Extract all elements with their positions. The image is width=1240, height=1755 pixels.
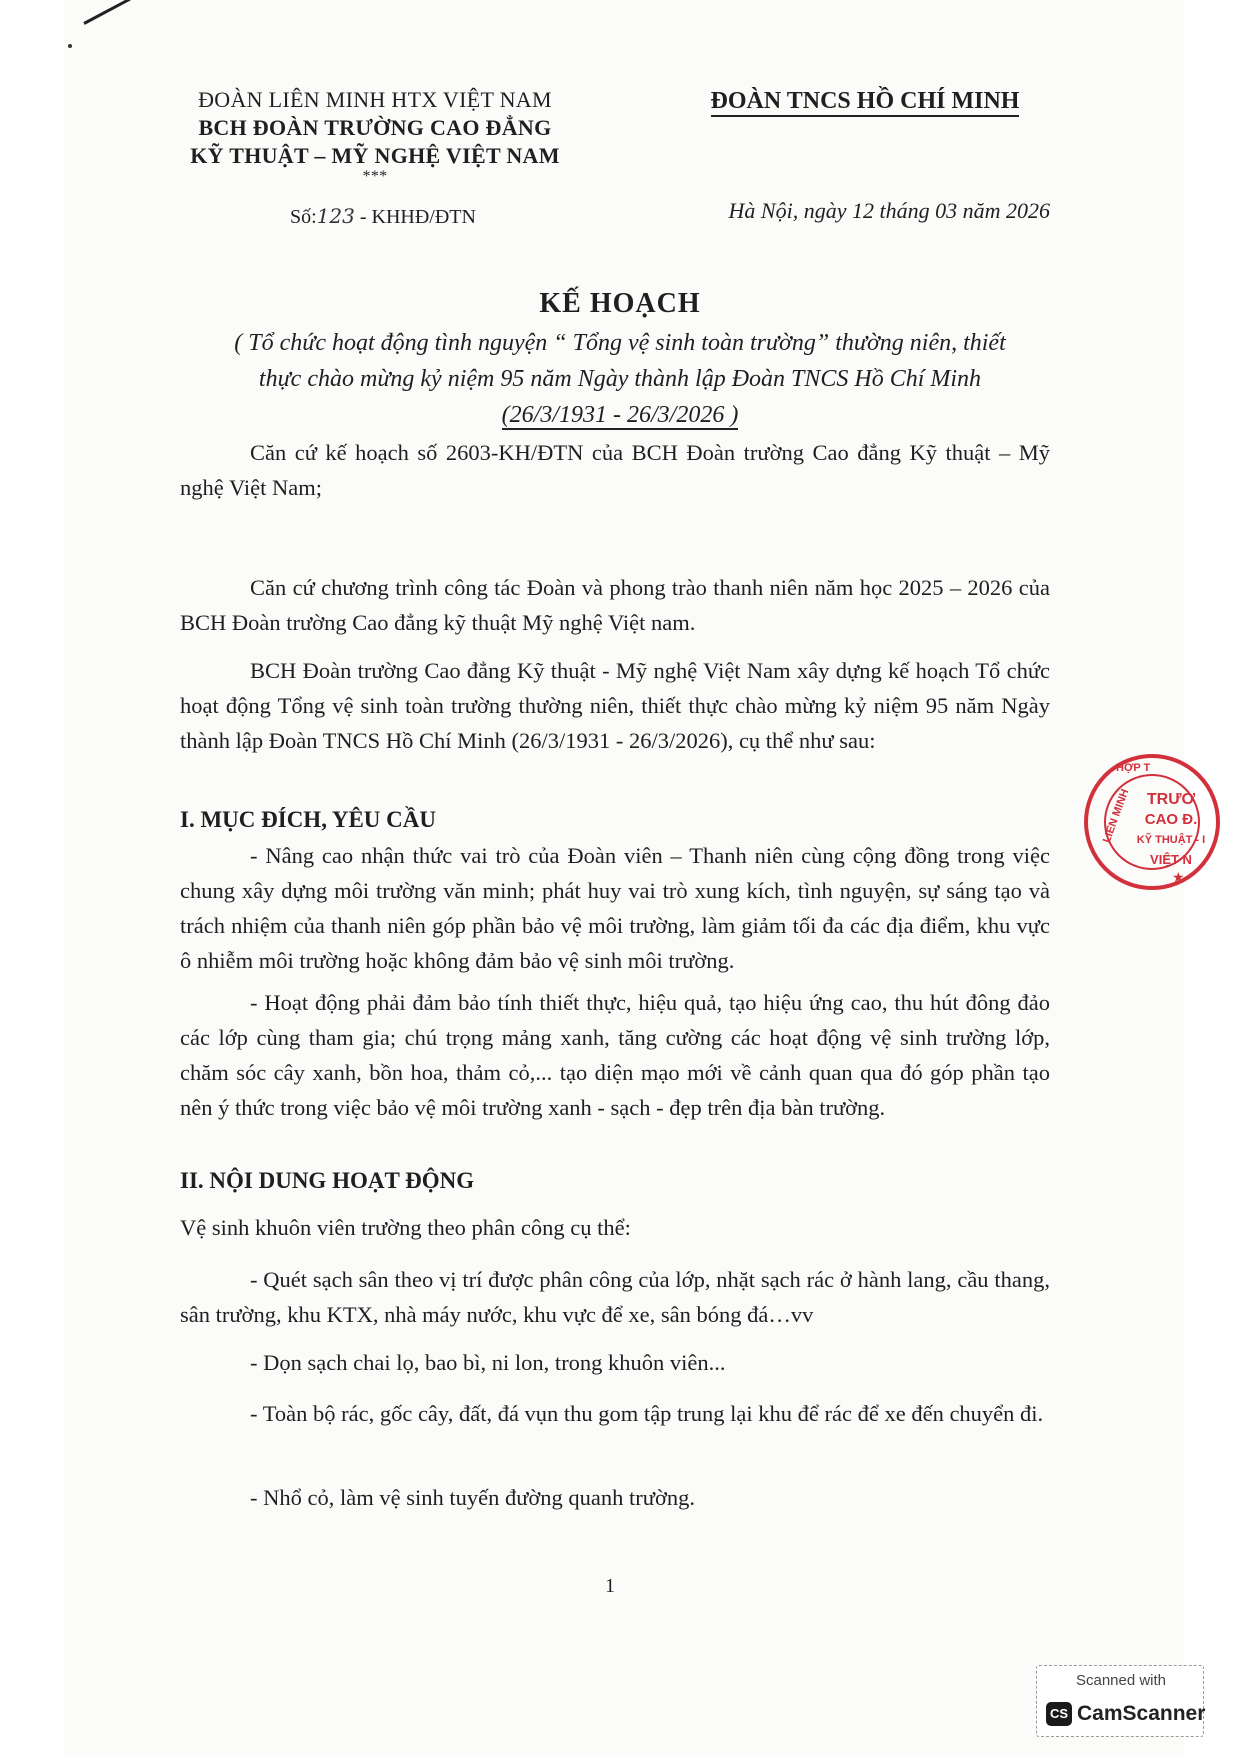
page-number: 1 bbox=[605, 1575, 615, 1597]
red-seal-stamp bbox=[1076, 750, 1226, 900]
document-title: KẾ HOẠCH bbox=[539, 288, 701, 319]
stamp-ring-left-text: LIÊN MINH bbox=[1100, 787, 1132, 845]
intro-section-2 bbox=[180, 570, 1050, 640]
camscanner-brand: CamScanner bbox=[1077, 1702, 1206, 1725]
stamp-line4: VIỆT N bbox=[1150, 852, 1192, 867]
stamp-line2: CAO Đ. bbox=[1144, 811, 1198, 828]
header-right-org: ĐOÀN TNCS HỒ CHÍ MINH bbox=[711, 88, 1020, 117]
camscanner-caption: Scanned with bbox=[1075, 1672, 1167, 1689]
camscanner-logo-icon: CS bbox=[1046, 1702, 1072, 1726]
header-stars: *** bbox=[362, 168, 388, 185]
section2-item-2-block bbox=[180, 1345, 1050, 1380]
subtitle-line3: (26/3/1931 - 26/3/2026 ) bbox=[501, 402, 739, 428]
section2-item-3-block bbox=[180, 1396, 1050, 1431]
intro-section-3 bbox=[180, 653, 1050, 758]
subtitle-line1: ( Tổ chức hoạt động tình nguyện “ Tổng vệ sinh toàn trường” thường niên, thiết bbox=[234, 330, 1006, 356]
subtitle-line2: thực chào mừng kỷ niệm 95 năm Ngày thành lập Đoàn TNCS Hồ Chí Minh bbox=[258, 366, 982, 392]
doc-no-suffix: - KHHĐ/ĐTN bbox=[354, 206, 476, 228]
section2-heading: II. NỘI DUNG HOẠT ĐỘNG bbox=[180, 1168, 475, 1193]
section2-lead: Vệ sinh khuôn viên trường theo phân công cụ thể: bbox=[180, 1215, 631, 1240]
header-left-line2: BCH ĐOÀN TRƯỜNG CAO ĐẲNG bbox=[198, 115, 552, 140]
document-subtitle bbox=[180, 325, 1060, 433]
header-left-line3: KỸ THUẬT – MỸ NGHỆ VIỆT NAM bbox=[190, 143, 560, 168]
section2-item-2: - Dọn sạch chai lọ, bao bì, ni lon, trong khuôn viên... bbox=[250, 1350, 726, 1375]
section1-body bbox=[180, 838, 1050, 978]
document-number bbox=[290, 204, 476, 229]
stamp-text bbox=[1126, 790, 1216, 870]
section2-lead-block bbox=[180, 1210, 1050, 1245]
section2-item-4: - Nhổ cỏ, làm vệ sinh tuyến đường quanh trường. bbox=[250, 1485, 695, 1510]
stamp-ring-top-text: HỢP T bbox=[1116, 762, 1151, 774]
header-left-line1: ĐOÀN LIÊN MINH HTX VIỆT NAM bbox=[198, 87, 552, 112]
section1-paragraph-1: - Nâng cao nhận thức vai trò của Đoàn viên – Thanh niên cùng cộng đồng trong việc chung xây dựng môi trường văn minh; phát huy vai trò xung kích, tình nguyện, sự sáng tạo và trách nhiệm của thanh niên góp phần bảo vệ môi trường, làm giảm tối đa các địa điểm, khu vực ô nhiễm môi trường hoặc không đảm bảo vệ sinh môi trường. bbox=[180, 843, 1050, 973]
stamp-line3: KỸ THUẬT - I bbox=[1136, 834, 1206, 846]
section2-item-3: - Toàn bộ rác, gốc cây, đất, đá vụn thu gom tập trung lại khu để rác để xe đến chuyển đi. bbox=[250, 1401, 1044, 1426]
pen-dot bbox=[68, 44, 72, 48]
intro-paragraph-2: Căn cứ chương trình công tác Đoàn và phong trào thanh niên năm học 2025 – 2026 của BCH Đoàn trường Cao đẳng kỹ thuật Mỹ nghệ Việt nam. bbox=[180, 575, 1050, 635]
section2-item-4-block bbox=[180, 1480, 1050, 1515]
stamp-star-icon: ★ bbox=[1172, 871, 1185, 886]
doc-no-prefix: Số: bbox=[290, 206, 317, 228]
header-right bbox=[680, 86, 1050, 116]
document-date: Hà Nội, ngày 12 tháng 03 năm 2026 bbox=[728, 198, 1050, 223]
camscanner-watermark bbox=[1036, 1665, 1204, 1737]
section2-item-1-block bbox=[180, 1262, 1050, 1332]
header-left bbox=[150, 86, 600, 184]
intro-paragraph-1: Căn cứ kế hoạch số 2603-KH/ĐTN của BCH Đoàn trường Cao đẳng Kỹ thuật – Mỹ nghệ Việt Nam; bbox=[180, 440, 1050, 500]
section2-item-1: - Quét sạch sân theo vị trí được phân công của lớp, nhặt sạch rác ở hành lang, cầu thang, sân trường, khu KTX, nhà máy nước, khu vực để xe, sân bóng đá…vv bbox=[180, 1267, 1050, 1327]
doc-no-handwritten: 123 bbox=[316, 204, 355, 228]
intro-section bbox=[180, 435, 1050, 505]
stamp-line1: TRƯỜ bbox=[1146, 791, 1196, 808]
section1-paragraph-2: - Hoạt động phải đảm bảo tính thiết thực, hiệu quả, tạo hiệu ứng cao, thu hút đông đảo các lớp cùng tham gia; chú trọng mảng xanh, tăng cường các hoạt động vệ sinh trường lớp, chăm sóc cây xanh, bồn hoa, thảm cỏ,... tạo diện mạo mới về cảnh quan qua đó góp phần tạo nên ý thức trong việc bảo vệ môi trường xanh - sạch - đẹp trên địa bàn trường. bbox=[180, 990, 1050, 1120]
intro-paragraph-3: BCH Đoàn trường Cao đẳng Kỹ thuật - Mỹ nghệ Việt Nam xây dựng kế hoạch Tổ chức hoạt động Tổng vệ sinh toàn trường thường niên, thiết thực chào mừng kỷ niệm 95 năm Ngày thành lập Đoàn TNCS Hồ Chí Minh (26/3/1931 - 26/3/2026), cụ thể như sau: bbox=[180, 658, 1050, 753]
section1-body-2 bbox=[180, 985, 1050, 1125]
section1-heading: I. MỤC ĐÍCH, YÊU CẦU bbox=[180, 807, 436, 832]
